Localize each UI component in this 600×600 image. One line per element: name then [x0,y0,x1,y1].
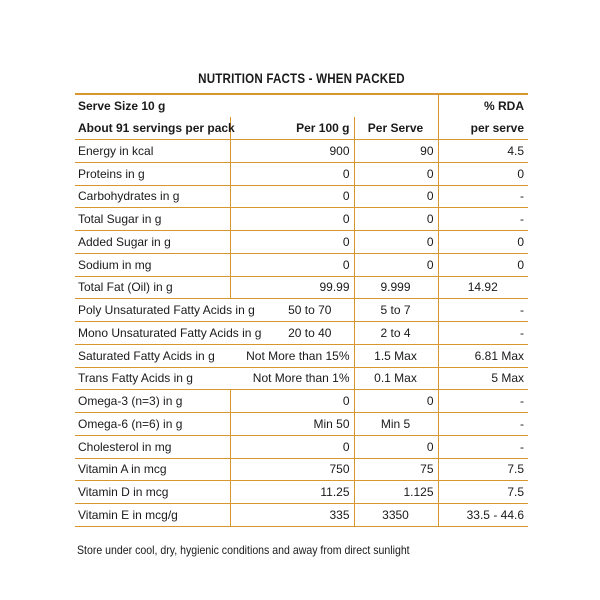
nutrient-name: Mono Unsaturated Fatty Acids in g [75,322,230,345]
nutrient-name: Omega-6 (n=6) in g [75,413,230,436]
rda-value: - [438,185,528,208]
nutrient-name: Vitamin E in mcg/g [75,504,230,527]
rda-value: - [438,390,528,413]
per-serve-value: 0 [354,390,438,413]
per-serve-value: 0 [354,162,438,185]
nutrient-name: Total Sugar in g [75,208,230,231]
per-100g-value: 20 to 40 [230,322,354,345]
per-serve-value: 0.1 Max [354,367,438,390]
rda-value: 4.5 [438,140,528,163]
per-100g-value: 0 [230,231,354,254]
table-row [75,481,528,504]
per-100g-value: Not More than 15% [230,344,354,367]
per-serve-value: 0 [354,208,438,231]
nutrient-name: Added Sugar in g [75,231,230,254]
per-100g-value: 0 [230,390,354,413]
per-100g-header: Per 100 g [230,117,354,140]
per-100g-value: 900 [230,140,354,163]
per-100g-value: 0 [230,253,354,276]
rda-value: 7.5 [438,481,528,504]
table-row [75,390,528,413]
serve-size-label: Serve Size 10 g [75,94,230,117]
nutrient-name: Omega-3 (n=3) in g [75,390,230,413]
per-serve-value: 5 to 7 [354,299,438,322]
rda-value: - [438,322,528,345]
rda-value: 7.5 [438,458,528,481]
nutrient-name: Vitamin A in mcg [75,458,230,481]
nutrient-name: Sodium in mg [75,253,230,276]
nutrient-name: Carbohydrates in g [75,185,230,208]
per-100g-value: Not More than 1% [230,367,354,390]
per-serve-value: 0 [354,185,438,208]
table-row [75,322,528,345]
table-row [75,367,528,390]
rda-value: - [438,208,528,231]
per-serve-header: Per Serve [354,117,438,140]
per-serve-value: 3350 [354,504,438,527]
table-row [75,276,528,299]
per-100g-value: 50 to 70 [230,299,354,322]
rda-value: 0 [438,253,528,276]
per-serve-value: 9.999 [354,276,438,299]
nutrient-name: Saturated Fatty Acids in g [75,344,230,367]
header-row-serve-size [75,94,528,117]
table-title: NUTRITION FACTS - WHEN PACKED [198,71,405,86]
nutrient-name: Total Fat (Oil) in g [75,276,230,299]
per-serve-value: 1.5 Max [354,344,438,367]
per-serve-value: 1.125 [354,481,438,504]
per-100g-value: 0 [230,435,354,458]
rda-value: 0 [438,162,528,185]
rda-value: 33.5 - 44.6 [438,504,528,527]
rda-value: - [438,413,528,436]
per-100g-value: 0 [230,185,354,208]
table-row [75,504,528,527]
header-empty-cell [354,94,438,117]
per-serve-value: 75 [354,458,438,481]
per-100g-value: 99.99 [230,276,354,299]
per-100g-value: Min 50 [230,413,354,436]
per-100g-value: 335 [230,504,354,527]
per-100g-value: 0 [230,162,354,185]
nutrient-name: Poly Unsaturated Fatty Acids in g [75,299,230,322]
table-row [75,435,528,458]
nutrient-name: Proteins in g [75,162,230,185]
nutrient-name: Trans Fatty Acids in g [75,367,230,390]
rda-value: 6.81 Max [438,344,528,367]
servings-per-pack-label: About 91 servings per pack [75,117,230,140]
table-row [75,344,528,367]
per-serve-value: 0 [354,231,438,254]
rda-header: % RDA [438,94,528,117]
rda-value: 14.92 [438,276,528,299]
table-row [75,231,528,254]
header-row-columns [75,117,528,140]
rda-per-serve-header: per serve [438,117,528,140]
rda-value: - [438,435,528,458]
per-serve-value: 0 [354,253,438,276]
table-row [75,185,528,208]
per-100g-value: 11.25 [230,481,354,504]
per-serve-value: Min 5 [354,413,438,436]
per-serve-value: 0 [354,435,438,458]
per-serve-value: 2 to 4 [354,322,438,345]
storage-footnote: Store under cool, dry, hygienic conditions and away from direct sunlight [77,543,410,557]
rda-value: - [438,299,528,322]
table-row [75,413,528,436]
header-empty-cell [230,94,354,117]
nutrition-facts-table [75,93,528,527]
table-row [75,253,528,276]
table-row [75,299,528,322]
nutrient-name: Energy in kcal [75,140,230,163]
per-100g-value: 750 [230,458,354,481]
table-row [75,162,528,185]
rda-value: 0 [438,231,528,254]
per-100g-value: 0 [230,208,354,231]
rda-value: 5 Max [438,367,528,390]
nutrient-name: Vitamin D in mcg [75,481,230,504]
table-row [75,140,528,163]
table-row [75,208,528,231]
nutrient-name: Cholesterol in mg [75,435,230,458]
per-serve-value: 90 [354,140,438,163]
table-row [75,458,528,481]
